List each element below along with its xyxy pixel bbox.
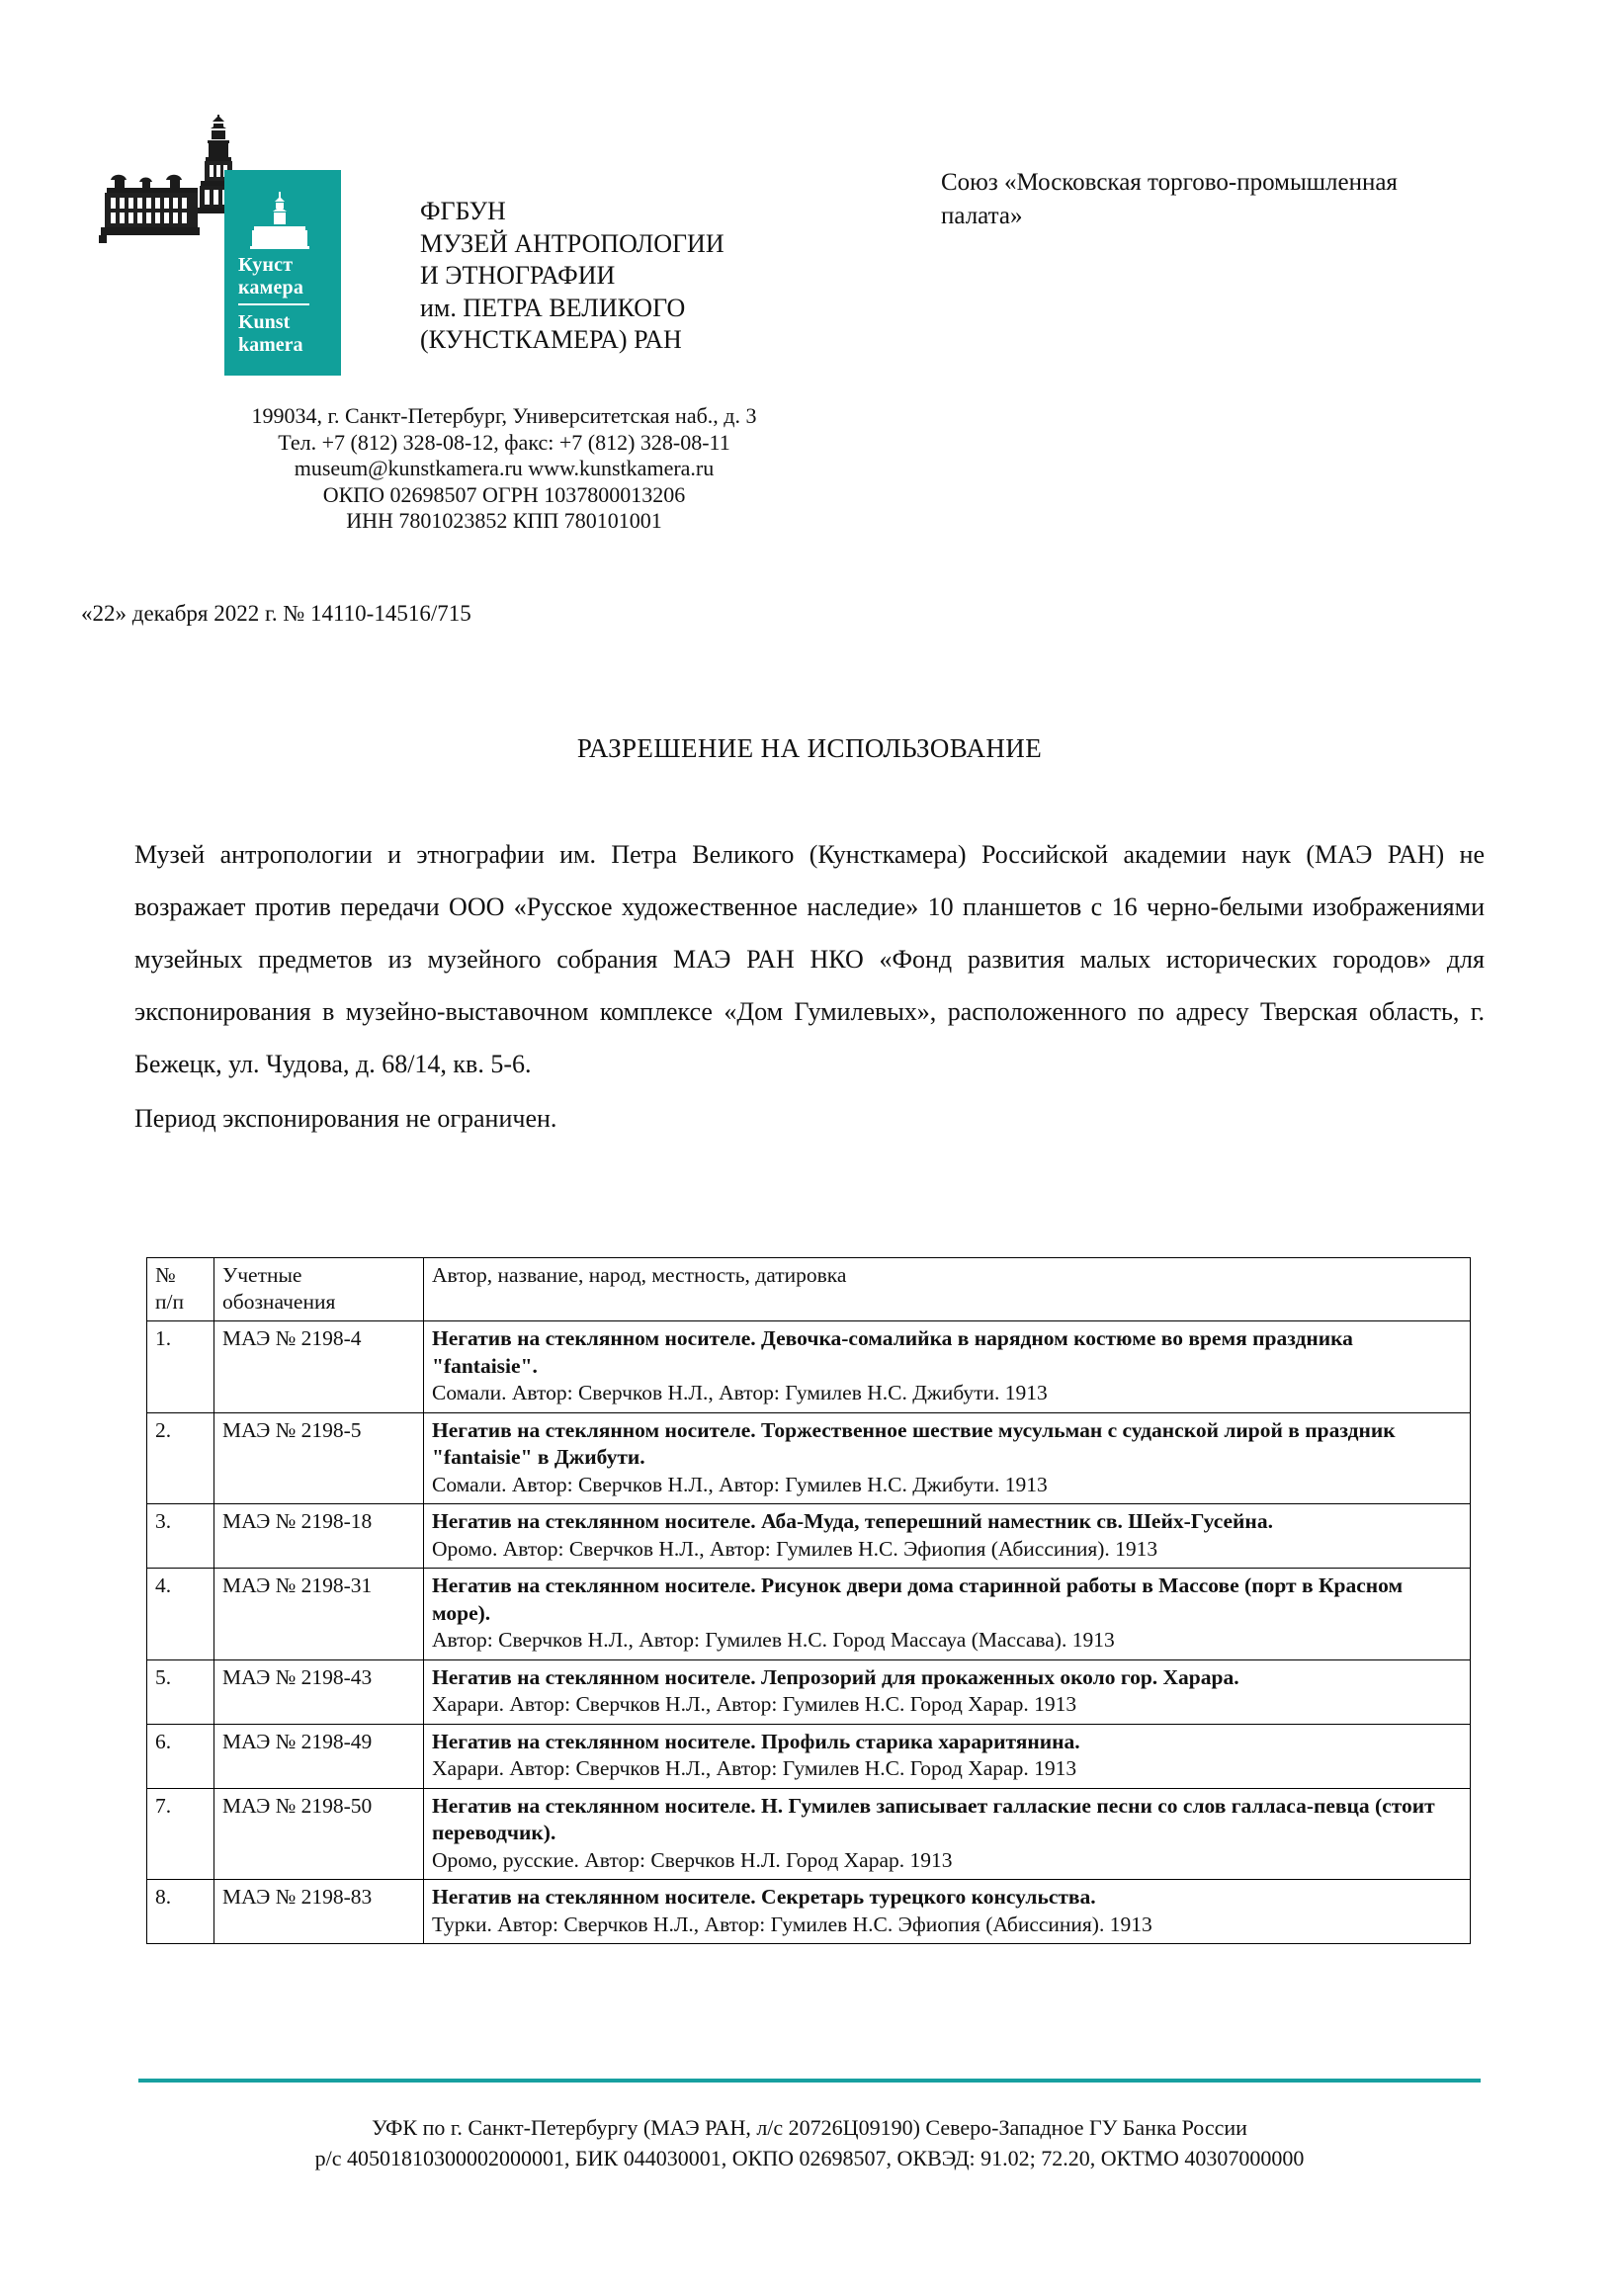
row-number: 5. (147, 1659, 214, 1724)
footer-divider (138, 2079, 1481, 2083)
table-header-description: Автор, название, народ, местность, датировка (424, 1258, 1471, 1321)
row-inventory-code: МАЭ № 2198-5 (214, 1412, 424, 1504)
row-description-meta: Харари. Автор: Сверчков Н.Л., Автор: Гумилев Н.С. Город Харар. 1913 (432, 1756, 1077, 1780)
table-row (147, 1412, 1471, 1504)
organization-line-2: МУЗЕЙ АНТРОПОЛОГИИ (420, 228, 724, 258)
row-inventory-code: МАЭ № 2198-18 (214, 1504, 424, 1569)
row-inventory-code: МАЭ № 2198-43 (214, 1659, 424, 1724)
organization-line-4: им. ПЕТРА ВЕЛИКОГО (420, 293, 686, 322)
kunstkamera-logo (97, 111, 344, 378)
contact-email-website: museum@kunstkamera.ru www.kunstkamera.ru (294, 456, 715, 480)
row-description-title: Негатив на стеклянном носителе. Аба-Муда, теперешний наместник св. Шейх-Гусейна. (432, 1509, 1273, 1533)
row-inventory-code: МАЭ № 2198-50 (214, 1788, 424, 1880)
row-inventory-code: МАЭ № 2198-83 (214, 1880, 424, 1944)
document-body (134, 828, 1485, 1145)
row-description (424, 1321, 1471, 1413)
contact-okpo-ogrn: ОКПО 02698507 ОГРН 1037800013206 (322, 481, 686, 507)
body-paragraph-1: Музей антропологии и этнографии им. Петра Великого (Кунсткамера) Российской академии наук (МАЭ РАН) не возражает против передачи ООО «Русское художественное наследие» 10 планшетов с 16 черно-белыми изображениями музейных предметов из музейного собрания МАЭ РАН НКО «Фонд развития малых исторических городов» для экспонирования в музейно-выставочном комплексе «Дом Гумилевых», расположенного по адресу Тверская область, г. Бежецк, ул. Чудова, д. 68/14, кв. 5-6. (134, 840, 1485, 1078)
table-row (147, 1724, 1471, 1788)
organization-name (420, 196, 724, 357)
page-title: РАЗРЕШЕНИЕ НА ИСПОЛЬЗОВАНИЕ (576, 733, 1043, 763)
logo-text-ru-line1: Кунст (238, 254, 294, 276)
row-number: 8. (147, 1880, 214, 1944)
row-description-title: Негатив на стеклянном носителе. Рисунок двери дома старинной работы в Массове (порт в Красном море). (432, 1573, 1404, 1625)
table-row (147, 1504, 1471, 1569)
row-description-title: Негатив на стеклянном носителе. Девочка-сомалийка в нарядном костюме во время праздника "fantaisie". (432, 1326, 1353, 1378)
organization-line-5: (КУНСТКАМЕРА) РАН (420, 325, 682, 354)
row-inventory-code: МАЭ № 2198-31 (214, 1569, 424, 1660)
table-header-code-line2: обозначения (222, 1290, 336, 1314)
items-table-container (146, 1257, 1471, 1944)
row-description (424, 1724, 1471, 1788)
row-number: 2. (147, 1412, 214, 1504)
table-row (147, 1788, 1471, 1880)
row-description-meta: Харари. Автор: Сверчков Н.Л., Автор: Гумилев Н.С. Город Харар. 1913 (432, 1692, 1077, 1716)
row-number: 1. (147, 1321, 214, 1413)
table-header-number-line2: п/п (155, 1290, 184, 1314)
body-paragraph-2: Период экспонирования не ограничен. (134, 1104, 557, 1133)
row-description (424, 1504, 1471, 1569)
table-header-code (214, 1258, 424, 1321)
row-description-meta: Оромо. Автор: Сверчков Н.Л., Автор: Гумилев Н.С. Эфиопия (Абиссиния). 1913 (432, 1536, 1158, 1561)
logo-text-ru-line2: камера (238, 277, 304, 298)
row-description-meta: Турки. Автор: Сверчков Н.Л., Автор: Гумилев Н.С. Эфиопия (Абиссиния). 1913 (432, 1912, 1152, 1936)
table-header-code-line1: Учетные (222, 1263, 302, 1287)
row-description (424, 1569, 1471, 1660)
logo-text-en-line2: kamera (238, 334, 303, 356)
document-number: «22» декабря 2022 г. № 14110-14516/715 (81, 601, 471, 626)
footer-bank-details (0, 2112, 1619, 2173)
row-description (424, 1788, 1471, 1880)
row-description (424, 1880, 1471, 1944)
row-description-title: Негатив на стеклянном носителе. Торжественное шествие мусульман с суданской лирой в праздник "fantaisie" в Джибути. (432, 1417, 1396, 1469)
table-row (147, 1659, 1471, 1724)
row-description (424, 1412, 1471, 1504)
table-row (147, 1880, 1471, 1944)
recipient-addressee: Союз «Московская торгово-промышленная палата» (941, 169, 1398, 229)
table-body (147, 1321, 1471, 1944)
row-description-meta: Сомали. Автор: Сверчков Н.Л., Автор: Гумилев Н.С. Джибути. 1913 (432, 1472, 1048, 1496)
table-row (147, 1569, 1471, 1660)
logo-text-en (238, 311, 341, 357)
row-description-title: Негатив на стеклянном носителе. Лепрозорий для прокаженных около гор. Харара. (432, 1664, 1239, 1689)
row-inventory-code: МАЭ № 2198-4 (214, 1321, 424, 1413)
row-description-meta: Автор: Сверчков Н.Л., Автор: Гумилев Н.С. Город Массауа (Массава). 1913 (432, 1628, 1115, 1652)
table-header-row (147, 1258, 1471, 1321)
logo-text-en-line1: Kunst (238, 311, 291, 333)
row-description-meta: Сомали. Автор: Сверчков Н.Л., Автор: Гумилев Н.С. Джибути. 1913 (432, 1381, 1048, 1404)
contact-phone-fax: Тел. +7 (812) 328-08-12, факс: +7 (812) 328-08-11 (278, 429, 730, 455)
row-description-title: Негатив на стеклянном носителе. Секретарь турецкого консульства. (432, 1885, 1096, 1909)
logo-teal-square (224, 170, 341, 376)
logo-divider (238, 303, 309, 305)
footer-line-2: р/с 40501810300002000001, БИК 044030001, ОКПО 02698507, ОКВЭД: 91.02; 72.20, ОКТМО 40307000000 (314, 2146, 1305, 2170)
contact-inn-kpp: ИНН 7801023852 КПП 780101001 (346, 508, 662, 533)
row-description-meta: Оромо, русские. Автор: Сверчков Н.Л. Город Харар. 1913 (432, 1847, 953, 1872)
row-description (424, 1659, 1471, 1724)
row-description-title: Негатив на стеклянном носителе. Н. Гумилев записывает галлаские песни со слов галласа-певца (стоит переводчик). (432, 1793, 1435, 1844)
row-description-title: Негатив на стеклянном носителе. Профиль старика хараритянина. (432, 1729, 1080, 1753)
row-number: 4. (147, 1569, 214, 1660)
organization-line-1: ФГБУН (420, 197, 506, 225)
logo-text-ru (238, 254, 341, 299)
row-number: 6. (147, 1724, 214, 1788)
table-header-number-line1: № (155, 1263, 176, 1287)
organization-line-3: И ЭТНОГРАФИИ (420, 261, 616, 290)
row-number: 7. (147, 1788, 214, 1880)
row-inventory-code: МАЭ № 2198-49 (214, 1724, 424, 1788)
items-table (146, 1257, 1471, 1944)
table-header-number (147, 1258, 214, 1321)
table-row (147, 1321, 1471, 1413)
row-number: 3. (147, 1504, 214, 1569)
contact-address: 199034, г. Санкт-Петербург, Университетская наб., д. 3 (251, 403, 757, 428)
contact-details (0, 403, 1008, 535)
footer-line-1: УФК по г. Санкт-Петербургу (МАЭ РАН, л/с 20726Ц09190) Северо-Западное ГУ Банка России (372, 2115, 1247, 2140)
